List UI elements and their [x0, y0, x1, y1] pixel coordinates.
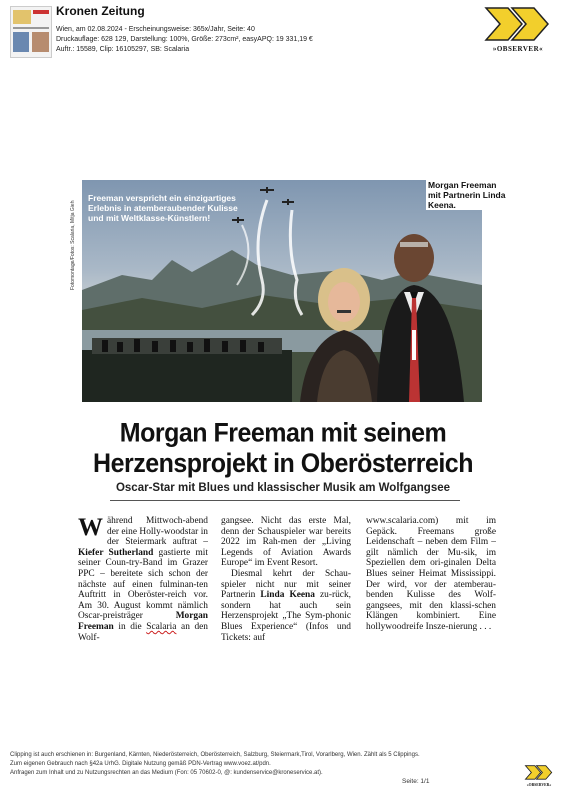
footer-line: Anfragen zum Inhalt und zu Nutzungsrechten an das Medium (Fon: 05 70602-0, @: kundenservice@kroneservice.at). — [10, 770, 323, 776]
newspaper-thumbnail — [10, 6, 52, 58]
article-column-1: Während Mittwoch-abend der eine Holly-woodstar in der Steiermark auftrat – Kiefer Sutherland gastierte mit seiner Coun-try-Band im Grazer PPC – bereitete sich schon der nächste auf einen fulminan-ten Auftritt in Oberöster-reich vor. Am 30. August kommt nämlich Oscar-preisträger Morgan Freeman in die Scalaria an den Wolf- — [78, 514, 208, 643]
article-column-3: www.scalaria.com) mit im Gepäck. Freemans große Leidenschaft – neben dem Film – gilt nämlich der Mu-sik, im Speziellen dem ori-ginalen Delta Blues seiner Heimat Mississippi. Der wird, vor der atemberau-benden Kulisse des Wolf-gangsees, mit den klassi-schen Klängen kombiniert. Eine hollywoodreife Insze-nierung . . . — [366, 516, 496, 632]
subheadline: Oscar-Star mit Blues und klassischer Musik am Wolfgangsee — [115, 482, 451, 494]
observer-logo-text: »OBSERVER« — [526, 783, 552, 787]
footer-line: Zum eigenen Gebrauch nach §42a UrhG. Digitale Nutzung gemäß PDN-Vertrag www.voez.at/pdn. — [10, 761, 271, 767]
meta-line: Druckauflage: 628 129, Darstellung: 100%, Größe: 273cm², easyAPQ: 19 331,19 € — [56, 36, 313, 43]
page-number: Seite: 1/1 — [402, 778, 430, 785]
divider — [110, 500, 460, 501]
photo-caption: Freeman verspricht ein einzigartiges Erlebnis in atemberaubender Kulisse und mit Weltklasse-Künstlern! — [88, 193, 238, 223]
drop-cap: W — [78, 514, 103, 541]
article-column-2: gangsee. Nicht das erste Mal, denn der Schauspieler war bereits 2022 im Rah-men der „Living Legends of Aviation Awards Europe“ im Event Resort. Diesmal kehrt der Schau-spieler nicht nur mit seiner Partnerin Linda Keena zu-rück, sondern hat auch sein Herzensprojekt „The Sym-phonic Blues Experience“ (Infos und Tickets: auf — [221, 516, 351, 643]
meta-line: Wien, am 02.08.2024 - Erscheinungsweise: 365x/Jahr, Seite: 40 — [56, 26, 255, 33]
photo-credit: Fotomontage/Fotos: Scalaria, Mitja Gieh — [70, 200, 76, 290]
footer-line: Clipping ist auch erschienen in: Burgenland, Kärnten, Niederösterreich, Oberösterreich, Salzburg, Steiermark,Tirol, Vorarlberg, Wien. Zählt als 5 Clippings. — [10, 752, 420, 758]
headline: Morgan Freeman mit seinem Herzensprojekt in Oberösterreich — [93, 417, 473, 479]
paper-name: Kronen Zeitung — [56, 4, 145, 18]
observer-logo-text: »OBSERVER« — [492, 45, 544, 53]
meta-line: Auftr.: 15589, Clip: 16105297, SB: Scalaria — [56, 46, 190, 53]
side-caption: Morgan Freeman mit Partnerin Linda Keena. — [426, 180, 510, 210]
